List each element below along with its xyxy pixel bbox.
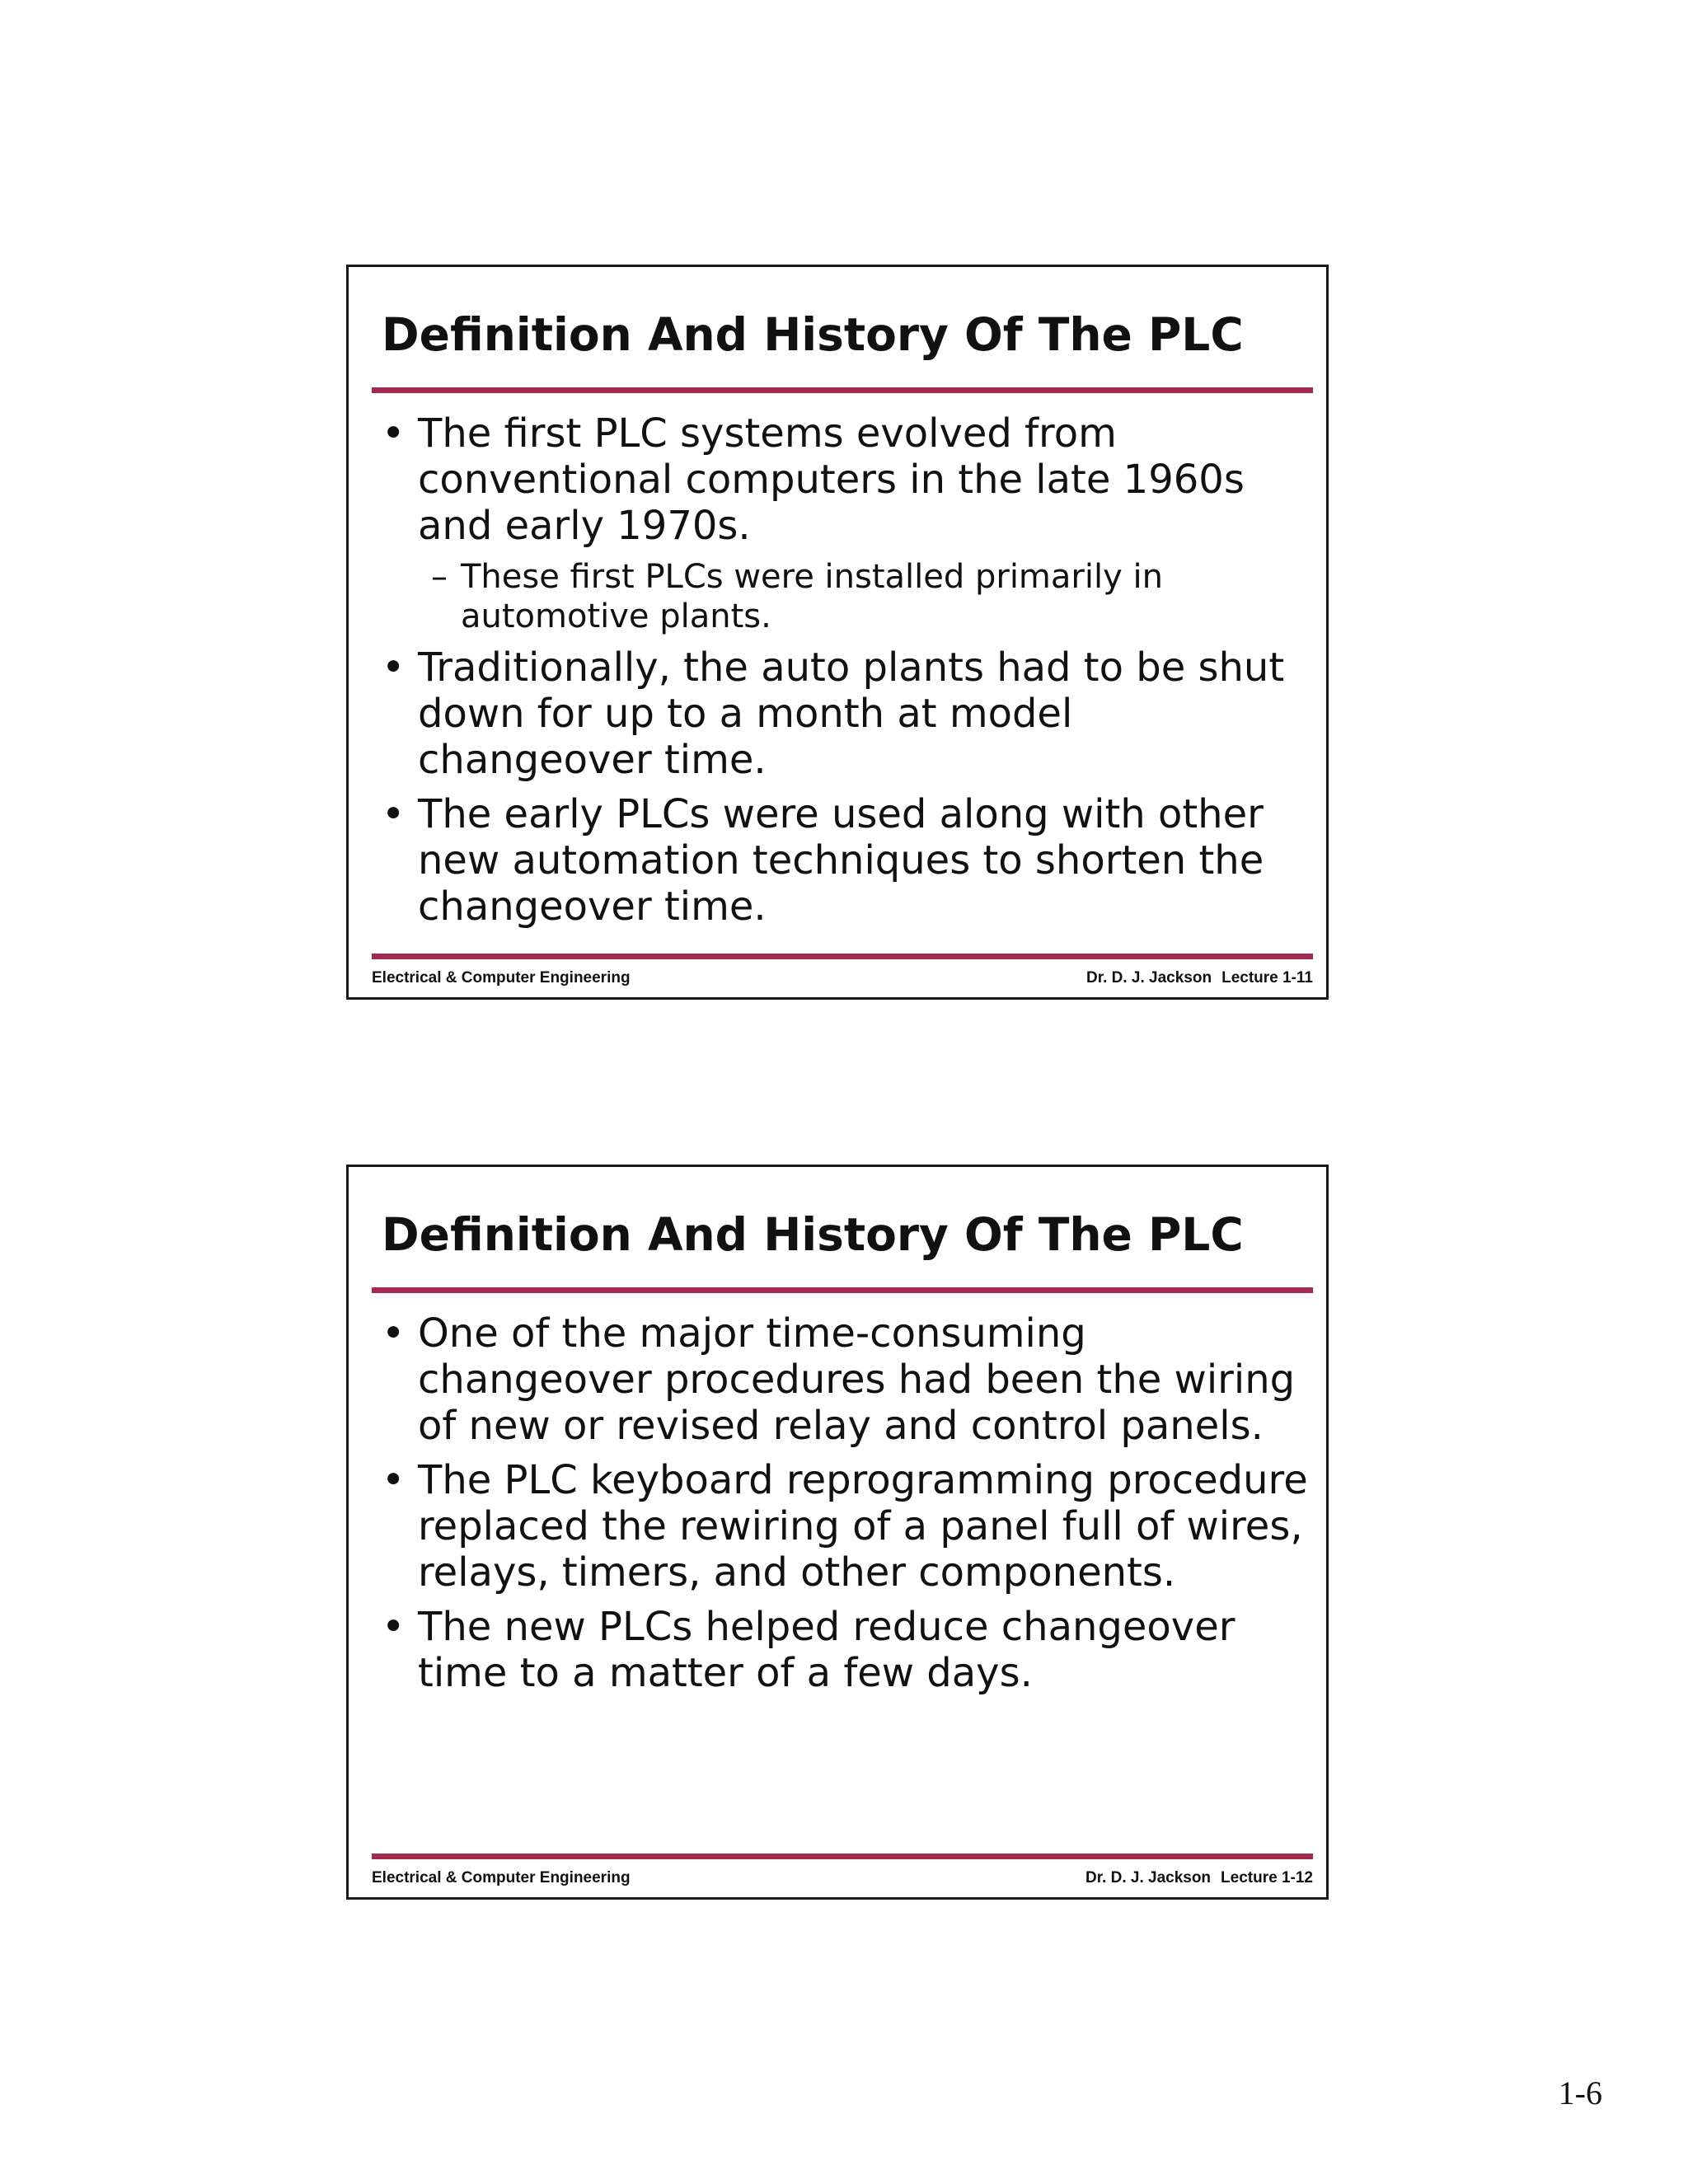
footer-rule bbox=[372, 1854, 1313, 1859]
bullet-icon: • bbox=[382, 410, 406, 457]
bullet-item bbox=[382, 410, 1308, 549]
slide-2 bbox=[346, 1165, 1329, 1900]
bullet-icon: • bbox=[382, 791, 406, 837]
footer-author: Dr. D. J. Jackson bbox=[1086, 969, 1212, 987]
bullet-text: The first PLC systems evolved from conventional computers in the late 1960s and early 1970s. bbox=[418, 410, 1245, 549]
bullet-text: The PLC keyboard reprogramming procedure replaced the rewiring of a panel full of wires, relays, timers, and other components. bbox=[418, 1457, 1308, 1596]
page-number: 1-6 bbox=[1558, 2074, 1602, 2111]
bullet-icon: • bbox=[382, 1310, 406, 1357]
bullet-text: The early PLCs were used along with other new automation techniques to shorten the changeover time. bbox=[418, 791, 1264, 930]
footer-department: Electrical & Computer Engineering bbox=[372, 1869, 631, 1886]
bullet-item bbox=[382, 1457, 1308, 1596]
dash-icon: – bbox=[431, 558, 448, 596]
footer-lecture-number: Lecture 1-12 bbox=[1221, 1869, 1313, 1886]
title-rule bbox=[372, 387, 1313, 393]
footer-lecture-number: Lecture 1-11 bbox=[1221, 969, 1313, 987]
bullet-item bbox=[382, 1310, 1308, 1449]
bullet-list bbox=[382, 1310, 1308, 1704]
footer-lecture-info bbox=[1085, 1869, 1313, 1887]
bullet-item bbox=[382, 1604, 1308, 1696]
bullet-item bbox=[382, 791, 1308, 930]
bullet-list bbox=[382, 410, 1308, 938]
footer-lecture-info bbox=[1086, 969, 1313, 987]
bullet-text: Traditionally, the auto plants had to be shut down for up to a month at model changeover time. bbox=[418, 644, 1285, 783]
footer-rule bbox=[372, 954, 1313, 959]
bullet-text: One of the major time-consuming changeover procedures had been the wiring of new or revised relay and control panels. bbox=[418, 1310, 1296, 1449]
sub-bullet-item bbox=[382, 557, 1308, 636]
bullet-icon: • bbox=[382, 644, 406, 691]
slide-title: Definition And History Of The PLC bbox=[382, 308, 1244, 361]
slide-1 bbox=[346, 265, 1329, 1000]
title-rule bbox=[372, 1287, 1313, 1293]
slide-title: Definition And History Of The PLC bbox=[382, 1208, 1244, 1261]
bullet-text: The new PLCs helped reduce changeover time to a matter of a few days. bbox=[418, 1604, 1236, 1696]
bullet-icon: • bbox=[382, 1457, 406, 1503]
footer-author: Dr. D. J. Jackson bbox=[1085, 1869, 1212, 1886]
footer-department: Electrical & Computer Engineering bbox=[372, 969, 631, 987]
sub-bullet-text: These first PLCs were installed primarily in automotive plants. bbox=[461, 558, 1163, 635]
bullet-item bbox=[382, 644, 1308, 783]
bullet-icon: • bbox=[382, 1604, 406, 1650]
